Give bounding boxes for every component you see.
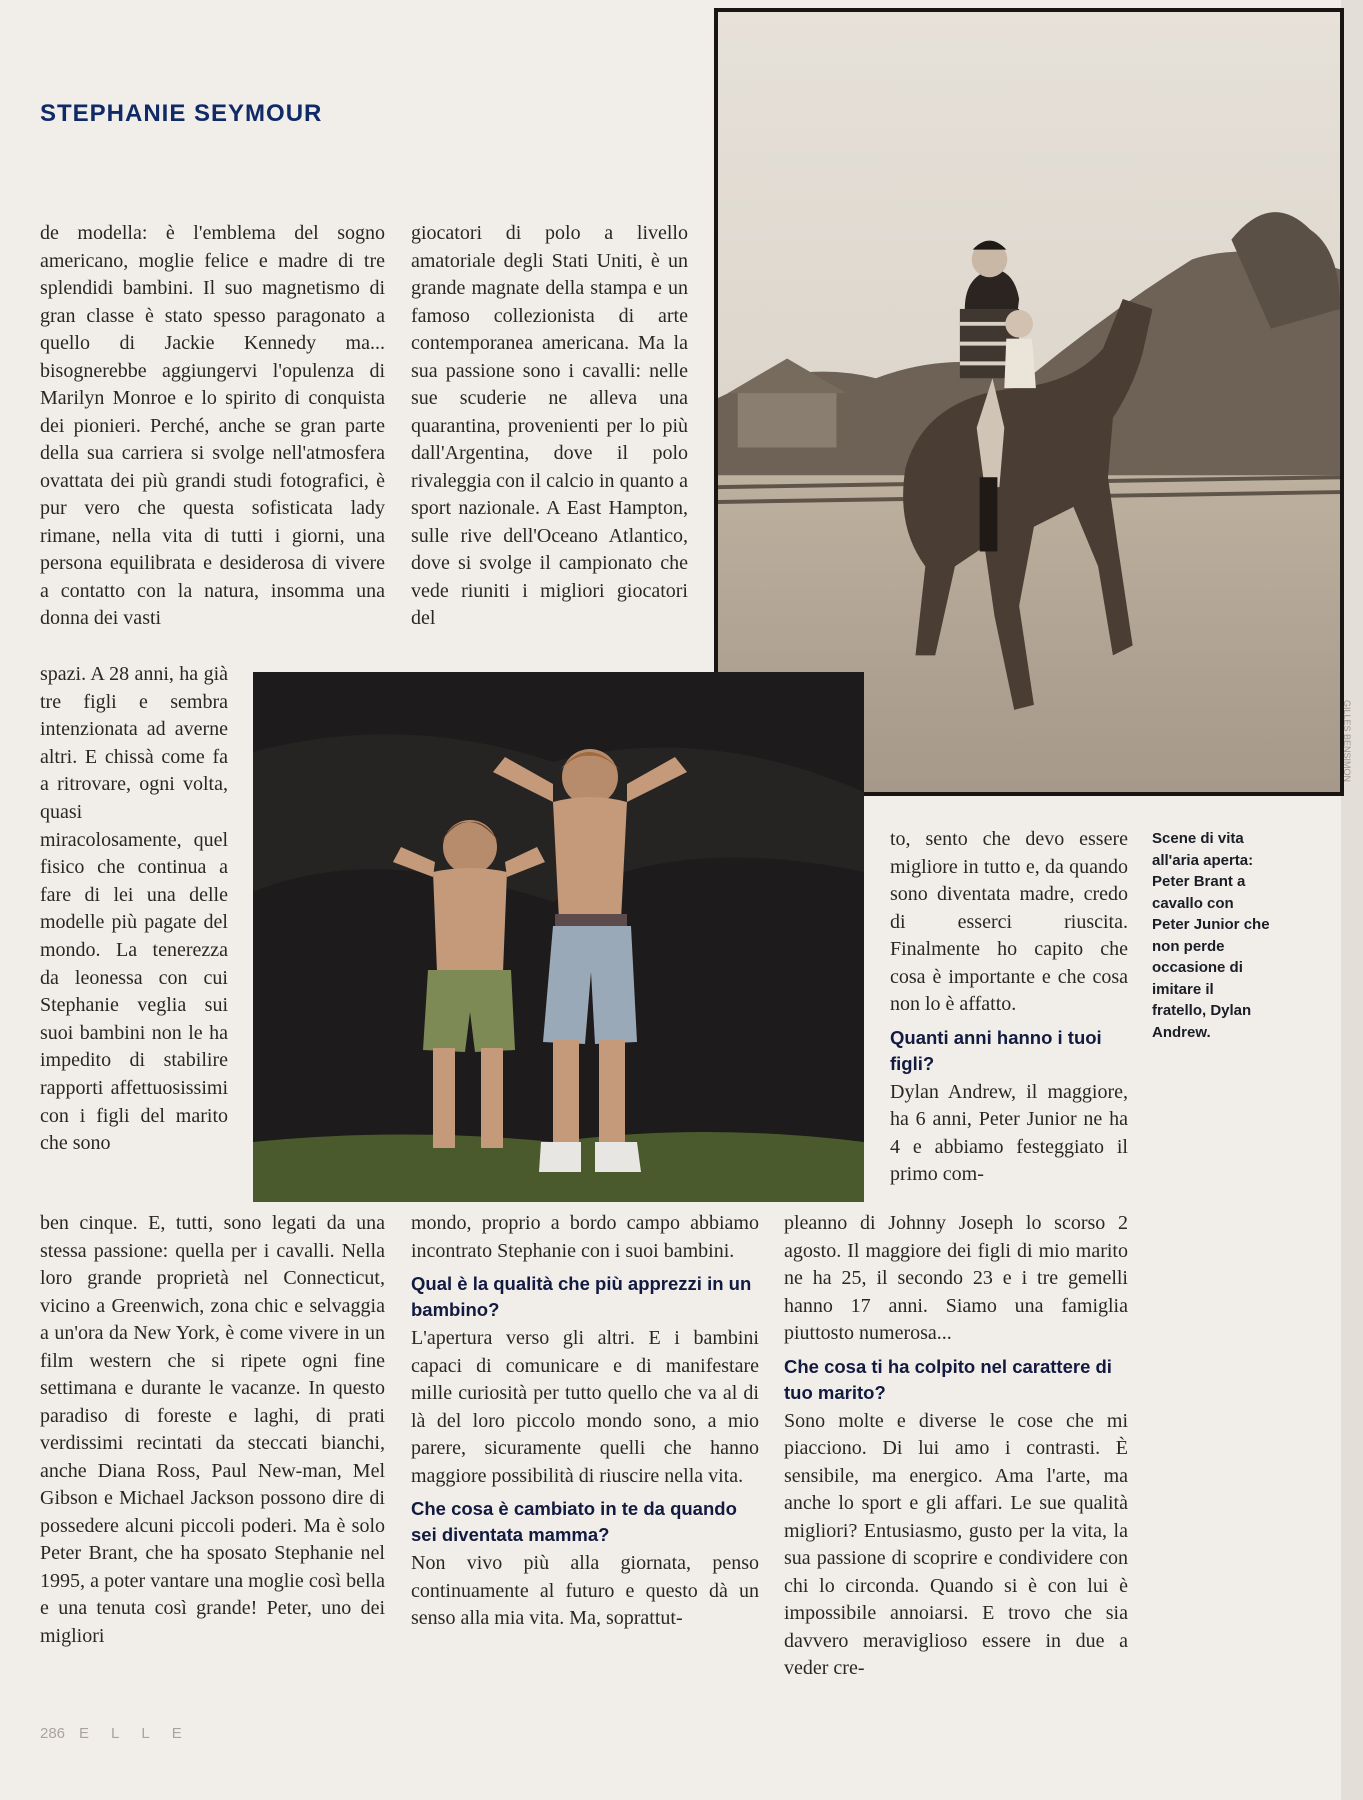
body-text: de modella: è l'emblema del sogno americano, moglie felice e madre di tre splendidi bambini. Il suo magnetismo di gran classe è stato spesso paragonato a quello di Jackie Kennedy ma... bisognerebbe aggiungervi l'opulenza di Marilyn Monroe e lo spirito di conquista dei pionieri. Perché, anche se gran parte della sua carriera si svolge nell'atmosfera ovattata dei più grandi studi fotografici, è pur vero che questa sofisticata lady rimane, nella vita di tutti i giorni, una persona equilibrata e desiderosa di vivere a contatto con la natura, insomma una donna dei vasti bbox=[40, 222, 385, 629]
body-text: to, sento che devo essere migliore in tutto e, da quando sono diventata madre, credo di esserci riuscita. Finalmente ho capito che cosa è importante e che cosa non lo è affatto. bbox=[890, 828, 1128, 1015]
body-text: Sono molte e diverse le cose che mi piacciono. Di lui amo i contrasti. È sensibile, ma energico. Ama l'arte, ma anche lo sport e gli affari. Le sue qualità migliori? Entusiasmo, gusto per la vita, la sua passione di scoprire e condividere con chi lo circonda. Quando si è con lui è impossibile annoiarsi. E trovo che sia davvero meraviglioso essere in due a veder cre- bbox=[784, 1409, 1128, 1679]
interview-question: Quanti anni hanno i tuoi figli? bbox=[890, 1026, 1102, 1074]
body-text: mondo, proprio a bordo campo abbiamo incontrato Stephanie con i suoi bambini. bbox=[411, 1212, 759, 1262]
interview-question: Che cosa ti ha colpito nel carattere di tuo marito? bbox=[784, 1355, 1112, 1403]
column-3-narrow bbox=[890, 826, 1128, 1189]
body-text: L'apertura verso gli altri. E i bambini capaci di comunicare e di manifestare mille curiosità per tutto quello che va al di là del loro piccolo mondo sono, a mio parere, sicuramente quelli che hanno maggiore possibilità di riuscire nella vita. bbox=[411, 1327, 759, 1487]
column-1-top bbox=[40, 220, 385, 633]
body-text: Dylan Andrew, il maggiore, ha 6 anni, Peter Junior ne ha 4 e abbiamo festeggiato il primo com- bbox=[890, 1080, 1128, 1185]
article-header: STEPHANIE SEYMOUR bbox=[40, 100, 323, 127]
body-text: ben cinque. E, tutti, sono legati da una stessa passione: quella per i cavalli. Nella loro grande proprietà nel Connecticut, vicino a Greenwich, zona chic e selvaggia a un'ora da New York, è come vivere in un film western che si ripete ogni fine settimana e durante le vacanze. In questo paradiso di foreste e laghi, di prati verdissimi recintati da steccati bianchi, anche Diana Ross, Paul New-man, Mel Gibson e Michael Jackson possono dire di possedere alcuni piccoli poderi. Ma è solo Peter Brant, che ha sposato Stephanie nel 1995, a poter vantare una moglie così bella e una tenuta così grande! Peter, uno dei migliori bbox=[40, 1212, 385, 1647]
column-2-top bbox=[411, 220, 688, 633]
boys-photo bbox=[253, 672, 864, 1202]
body-text: spazi. A 28 anni, ha già tre figli e sembra intenzionata ad averne altri. E chissà come fa a ritrovare, ogni volta, quasi miracolosamente, quel fisico che continua a fare di lei una delle modelle più pagate del mondo. La tenerezza da leonessa con cui Stephanie veglia sui suoi bambini non le ha impedito di stabilire rapporti affettuosissimi con i figli del marito che sono bbox=[40, 663, 228, 1155]
photo-caption: Scene di vita all'aria aperta: Peter Brant a cavallo con Peter Junior che non perde occasione di imitare il fratello, Dylan Andrew. bbox=[1152, 830, 1270, 1041]
column-2-bottom bbox=[411, 1210, 759, 1633]
photo-credit: GILLES BENSIMON bbox=[1342, 700, 1352, 783]
interview-question: Che cosa è cambiato in te da quando sei diventata mamma? bbox=[411, 1498, 737, 1545]
page-footer bbox=[40, 1725, 204, 1742]
column-1-bottom bbox=[40, 1210, 385, 1650]
body-text: Non vivo più alla giornata, penso continuamente al futuro e questo dà un senso alla mia vita. Ma, soprattut- bbox=[411, 1552, 759, 1629]
page-number: 286 bbox=[40, 1725, 66, 1742]
interview-question: Qual è la qualità che più apprezzi in un bambino? bbox=[411, 1273, 752, 1320]
column-3-bottom bbox=[784, 1210, 1128, 1683]
page-edge bbox=[1341, 0, 1363, 1800]
body-text: pleanno di Johnny Joseph lo scorso 2 agosto. Il maggiore dei figli di mio marito ne ha 25, il secondo 23 e i tre gemelli hanno 17 anni. Siamo una famiglia piuttosto numerosa... bbox=[784, 1212, 1128, 1344]
body-text: giocatori di polo a livello amatoriale degli Stati Uniti, è un grande magnate della stampa e un famoso collezionista di arte contemporanea americana. Ma la sua passione sono i cavalli: nelle sue scuderie ne alleva una quarantina, provenienti per lo più dall'Argentina, dove il polo rivaleggia con il calcio in quanto a sport nazionale. A East Hampton, sulle rive dell'Oceano Atlantico, dove si svolge il campionato che vede riuniti i migliori giocatori del bbox=[411, 222, 688, 629]
magazine-name: ELLE bbox=[79, 1725, 204, 1742]
column-1-narrow bbox=[40, 661, 228, 1158]
